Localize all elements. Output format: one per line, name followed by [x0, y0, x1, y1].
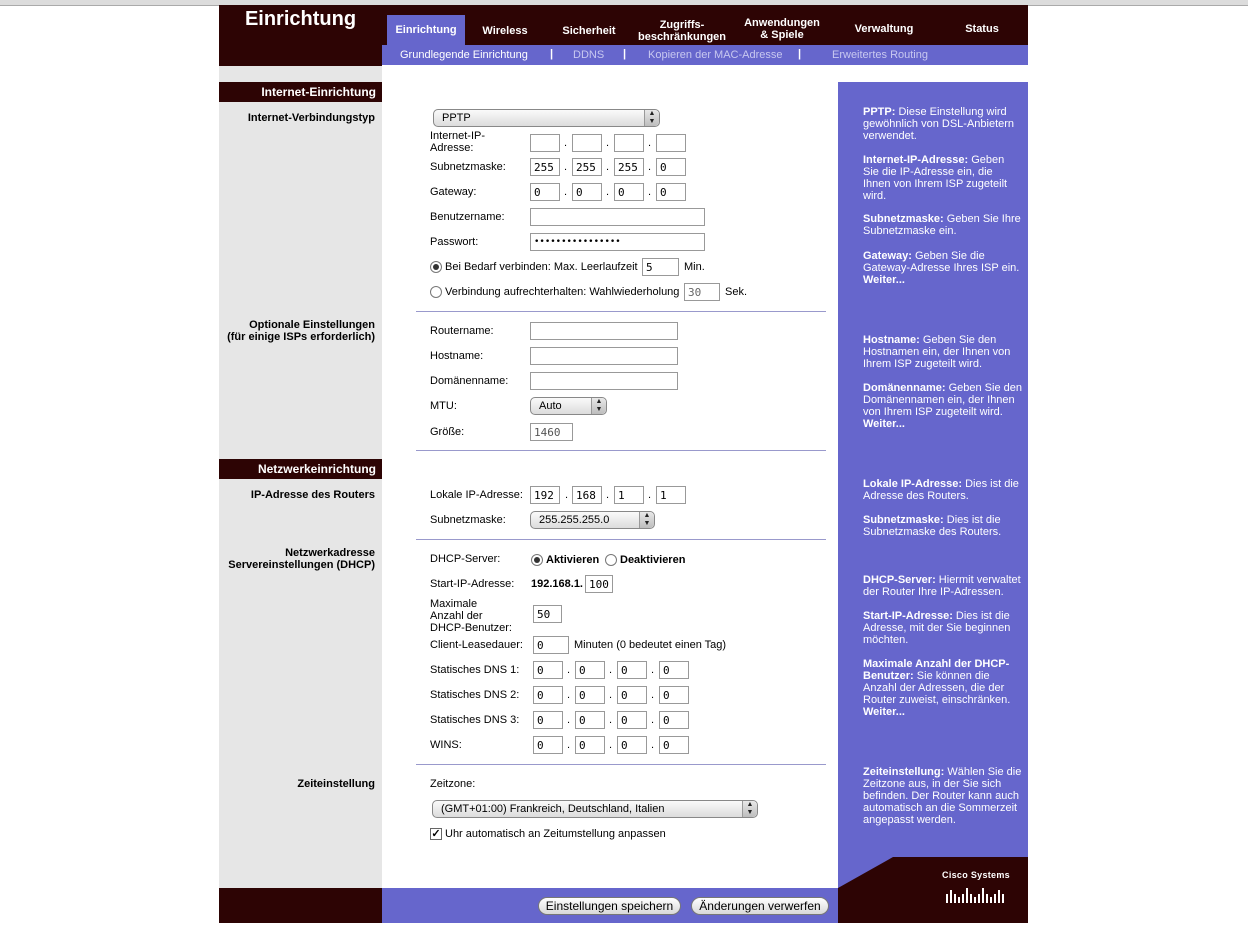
lease-time-label: Client-Leasedauer:	[430, 639, 523, 651]
dns3-label: Statisches DNS 3:	[430, 714, 520, 726]
tab-einrichtung[interactable]: Einrichtung	[387, 15, 465, 45]
gateway-octet-3[interactable]	[614, 183, 644, 201]
hostname-label: Hostname:	[430, 350, 484, 362]
select-arrows-icon: ▲ ▼	[591, 398, 606, 414]
timezone-select[interactable]	[432, 800, 758, 818]
help-dhcp-server	[863, 574, 1023, 598]
section-divider	[416, 450, 826, 451]
dns3-octet-3[interactable]	[617, 711, 647, 729]
dns2-octet-4[interactable]	[659, 686, 689, 704]
subnav-separator: |	[623, 48, 627, 60]
connection-type-value: PPTP	[442, 112, 471, 124]
dst-checkbox[interactable]: ✓	[431, 828, 441, 840]
timezone-value: (GMT+01:00) Frankreich, Deutschland, Italien	[441, 803, 665, 815]
sub-nav	[382, 45, 1028, 65]
start-ip-last-octet[interactable]	[585, 575, 613, 593]
subnet-octet-4[interactable]	[656, 158, 686, 176]
ip-dot: .	[651, 714, 655, 726]
select-arrows-icon: ▲ ▼	[742, 801, 757, 817]
start-ip-label: Start-IP-Adresse:	[430, 578, 515, 590]
ip-dot: .	[609, 739, 613, 751]
subnav-separator: |	[550, 48, 554, 60]
dhcp-server-label: DHCP-Server:	[430, 553, 501, 565]
size-label: Größe:	[430, 426, 465, 438]
footer-left	[219, 888, 382, 923]
tab-wireless[interactable]: Wireless	[482, 25, 528, 37]
tab-sicherheit[interactable]: Sicherheit	[562, 25, 616, 37]
dns2-octet-2[interactable]	[575, 686, 605, 704]
tab-anwendungen-spiele[interactable]: Anwendungen & Spiele	[744, 17, 820, 41]
ip-dot: .	[648, 137, 652, 149]
max-idle-input[interactable]	[642, 258, 679, 276]
ip-dot: .	[651, 664, 655, 676]
gateway-octet-2[interactable]	[572, 183, 602, 201]
ip-dot: .	[564, 161, 568, 173]
ip-dot: .	[609, 689, 613, 701]
ip-dot: .	[567, 664, 571, 676]
help-domainname	[863, 382, 1023, 430]
ip-dot: .	[606, 161, 610, 173]
help-desc: Wählen Sie die Zeitzone aus, in der Sie sich befinden. Der Router kann auch automatisch an die Sommerzeit angepasst werden.	[863, 766, 1022, 826]
ondemand-unit: Min.	[684, 261, 705, 273]
tab-zugriffsbeschraenkungen[interactable]: Zugriffs- beschränkungen	[637, 19, 727, 43]
help-title: Internet-IP-Adresse:	[863, 154, 969, 166]
ip-dot: .	[567, 689, 571, 701]
help-pptp	[863, 106, 1023, 142]
section-divider	[416, 311, 826, 312]
help-gateway	[863, 250, 1023, 286]
gateway-octet-4[interactable]	[656, 183, 686, 201]
domainname-label: Domänenname:	[430, 375, 509, 387]
tab-verwaltung[interactable]: Verwaltung	[854, 23, 914, 35]
dhcp-disable-label: Deaktivieren	[620, 554, 686, 566]
help-more-link[interactable]: Weiter...	[863, 274, 905, 286]
help-more-link[interactable]: Weiter...	[863, 706, 905, 718]
local-ip-octet-1[interactable]	[530, 486, 560, 504]
ip-dot: .	[564, 137, 568, 149]
help-more-link[interactable]: Weiter...	[863, 418, 905, 430]
dns3-octet-1[interactable]	[533, 711, 563, 729]
ip-dot: .	[565, 489, 569, 501]
help-title: PPTP:	[863, 106, 896, 118]
domainname-input[interactable]	[530, 372, 678, 390]
dns1-octet-1[interactable]	[533, 661, 563, 679]
ip-dot: .	[606, 137, 610, 149]
local-subnet-label: Subnetzmaske:	[430, 514, 506, 526]
help-desc: Sie können die Anzahl der Adressen, die der Router zuweist, einschränken.	[863, 670, 1011, 706]
help-title: Domänenname:	[863, 382, 946, 394]
dhcp-enable-radio[interactable]	[531, 554, 543, 566]
help-internet-ip	[863, 154, 1023, 202]
local-ip-octet-3[interactable]	[614, 486, 644, 504]
dns2-label: Statisches DNS 2:	[430, 689, 520, 701]
cisco-logo-block	[838, 857, 1028, 923]
wins-octet-2[interactable]	[575, 736, 605, 754]
mtu-size-input[interactable]	[530, 423, 573, 441]
hostname-input[interactable]	[530, 347, 678, 365]
help-desc: Geben Sie den Domänennamen ein, der Ihnen von Ihrem ISP zugeteilt wird.	[863, 382, 1022, 418]
help-desc: Dies ist die Subnetzmaske des Routers.	[863, 514, 1002, 538]
help-desc: Geben Sie die Gateway-Adresse Ihres ISP ein.	[863, 250, 1020, 274]
subtab-ddns[interactable]: DDNS	[573, 49, 605, 61]
main-nav	[382, 5, 1028, 45]
dhcp-enable-label: Aktivieren	[546, 554, 600, 566]
lease-time-input[interactable]	[533, 636, 569, 654]
help-title: Hostname:	[863, 334, 920, 346]
wins-octet-1[interactable]	[533, 736, 563, 754]
subnet-label: Subnetzmaske:	[430, 161, 506, 173]
password-input[interactable]: ••••••••••••••••	[530, 233, 705, 251]
dns3-octet-4[interactable]	[659, 711, 689, 729]
mtu-value: Auto	[539, 400, 562, 412]
dns1-octet-4[interactable]	[659, 661, 689, 679]
mtu-label: MTU:	[430, 400, 457, 412]
ip-dot: .	[648, 161, 652, 173]
internet-ip-octet-4[interactable]	[656, 134, 686, 152]
ip-dot: .	[651, 689, 655, 701]
help-subnet	[863, 213, 1023, 237]
routername-label: Routername:	[430, 325, 494, 337]
keepalive-unit: Sek.	[725, 286, 748, 298]
section-network-setup: Netzwerkeinrichtung	[219, 459, 382, 479]
help-title: Maximale Anzahl der DHCP-Benutzer:	[863, 658, 1010, 682]
ondemand-radio[interactable]	[430, 261, 442, 273]
local-ip-octet-4[interactable]	[656, 486, 686, 504]
ip-dot: .	[567, 739, 571, 751]
dns2-octet-1[interactable]	[533, 686, 563, 704]
username-label: Benutzername:	[430, 211, 505, 223]
gateway-label: Gateway:	[430, 186, 477, 198]
keepalive-label: Verbindung aufrechterhalten: Wahlwiederholung	[445, 286, 680, 298]
ip-dot: .	[567, 714, 571, 726]
label-time-settings: Zeiteinstellung	[297, 778, 375, 790]
ip-dot: .	[606, 489, 610, 501]
ip-dot: .	[609, 664, 613, 676]
lease-time-unit: Minuten (0 bedeutet einen Tag)	[574, 639, 727, 651]
save-settings-button[interactable]: Einstellungen speichern	[538, 897, 681, 915]
internet-ip-octet-2[interactable]	[572, 134, 602, 152]
mtu-select[interactable]	[530, 397, 607, 415]
dns1-octet-2[interactable]	[575, 661, 605, 679]
max-users-label: Maximale Anzahl der DHCP-Benutzer:	[430, 598, 512, 634]
tab-status[interactable]: Status	[965, 23, 999, 35]
local-subnet-select[interactable]	[530, 511, 655, 529]
local-ip-label: Lokale IP-Adresse:	[430, 489, 523, 501]
start-ip-prefix: 192.168.1.	[531, 578, 583, 590]
ip-dot: .	[648, 186, 652, 198]
page-title: Einrichtung	[244, 8, 357, 30]
local-subnet-value: 255.255.255.0	[539, 514, 610, 526]
help-desc: Geben Sie den Hostnamen ein, der Ihnen von Ihrem ISP zugeteilt wird.	[863, 334, 1011, 370]
timezone-label: Zeitzone:	[430, 778, 476, 790]
internet-ip-octet-3[interactable]	[614, 134, 644, 152]
ip-dot: .	[606, 186, 610, 198]
help-hostname	[863, 334, 1023, 370]
help-time	[863, 766, 1023, 826]
dns1-octet-3[interactable]	[617, 661, 647, 679]
password-label: Passwort:	[430, 236, 479, 248]
help-desc: Dies ist die Adresse des Routers.	[863, 478, 1019, 502]
label-optional-settings: Optionale Einstellungen (für einige ISPs erforderlich)	[227, 319, 375, 343]
subtab-erweitertes-routing[interactable]: Erweitertes Routing	[832, 49, 928, 61]
select-arrows-icon: ▲ ▼	[639, 512, 654, 528]
select-arrows-icon: ▲ ▼	[644, 110, 659, 126]
max-users-input[interactable]	[533, 605, 562, 623]
cisco-logo-text: Cisco Systems	[942, 870, 1010, 880]
help-title: Start-IP-Adresse:	[863, 610, 953, 622]
redial-period-input[interactable]	[684, 283, 720, 301]
gateway-octet-1[interactable]	[530, 183, 560, 201]
subtab-mac-clone[interactable]: Kopieren der MAC-Adresse	[648, 49, 783, 61]
label-router-ip: IP-Adresse des Routers	[250, 489, 375, 501]
dns2-octet-3[interactable]	[617, 686, 647, 704]
subnav-separator: |	[798, 48, 802, 60]
subnet-octet-2[interactable]	[572, 158, 602, 176]
ip-dot: .	[651, 739, 655, 751]
subnet-octet-1[interactable]	[530, 158, 560, 176]
section-divider	[416, 764, 826, 765]
help-desc: Diese Einstellung wird gewöhnlich von DSL-Anbietern verwendet.	[863, 106, 1015, 142]
ip-dot: .	[609, 714, 613, 726]
help-desc: Hiermit verwaltet der Router Ihre IP-Adressen.	[863, 574, 1021, 598]
cancel-changes-button[interactable]: Änderungen verwerfen	[691, 897, 829, 915]
label-dhcp-settings: Netzwerkadresse Servereinstellungen (DHCP)	[228, 547, 375, 571]
dns3-octet-2[interactable]	[575, 711, 605, 729]
help-desc: Dies ist die Adresse, mit der Sie beginnen möchten.	[863, 610, 1011, 646]
ip-dot: .	[648, 489, 652, 501]
internet-ip-label: Internet-IP- Adresse:	[430, 130, 486, 154]
local-ip-octet-2[interactable]	[572, 486, 602, 504]
dhcp-disable-radio[interactable]	[605, 554, 617, 566]
help-title: Subnetzmaske:	[863, 514, 944, 526]
wins-label: WINS:	[430, 739, 462, 751]
section-divider	[416, 539, 826, 540]
wins-octet-4[interactable]	[659, 736, 689, 754]
help-max-users	[863, 658, 1023, 718]
help-desc: Geben Sie die IP-Adresse ein, die Ihnen von Ihrem ISP zugeteilt wird.	[863, 154, 1008, 202]
help-local-ip	[863, 478, 1023, 502]
dst-label: Uhr automatisch an Zeitumstellung anpassen	[445, 828, 666, 840]
help-title: DHCP-Server:	[863, 574, 936, 586]
dns1-label: Statisches DNS 1:	[430, 664, 520, 676]
ondemand-label: Bei Bedarf verbinden: Max. Leerlaufzeit	[445, 261, 638, 273]
help-desc: Geben Sie Ihre Subnetzmaske ein.	[863, 213, 1021, 237]
help-start-ip	[863, 610, 1023, 646]
username-input[interactable]	[530, 208, 705, 226]
section-internet-setup: Internet-Einrichtung	[219, 82, 382, 102]
help-title: Gateway:	[863, 250, 912, 262]
ip-dot: .	[564, 186, 568, 198]
subnet-octet-3[interactable]	[614, 158, 644, 176]
internet-ip-octet-1[interactable]	[530, 134, 560, 152]
label-connection-type: Internet-Verbindungstyp	[247, 112, 375, 124]
wins-octet-3[interactable]	[617, 736, 647, 754]
help-local-subnet	[863, 514, 1023, 538]
help-title: Zeiteinstellung:	[863, 766, 945, 778]
connection-type-select[interactable]	[433, 109, 660, 127]
keepalive-radio[interactable]	[430, 286, 442, 298]
help-title: Lokale IP-Adresse:	[863, 478, 963, 490]
routername-input[interactable]	[530, 322, 678, 340]
help-title: Subnetzmaske:	[863, 213, 944, 225]
subtab-grundlegende-einrichtung[interactable]: Grundlegende Einrichtung	[400, 49, 528, 61]
